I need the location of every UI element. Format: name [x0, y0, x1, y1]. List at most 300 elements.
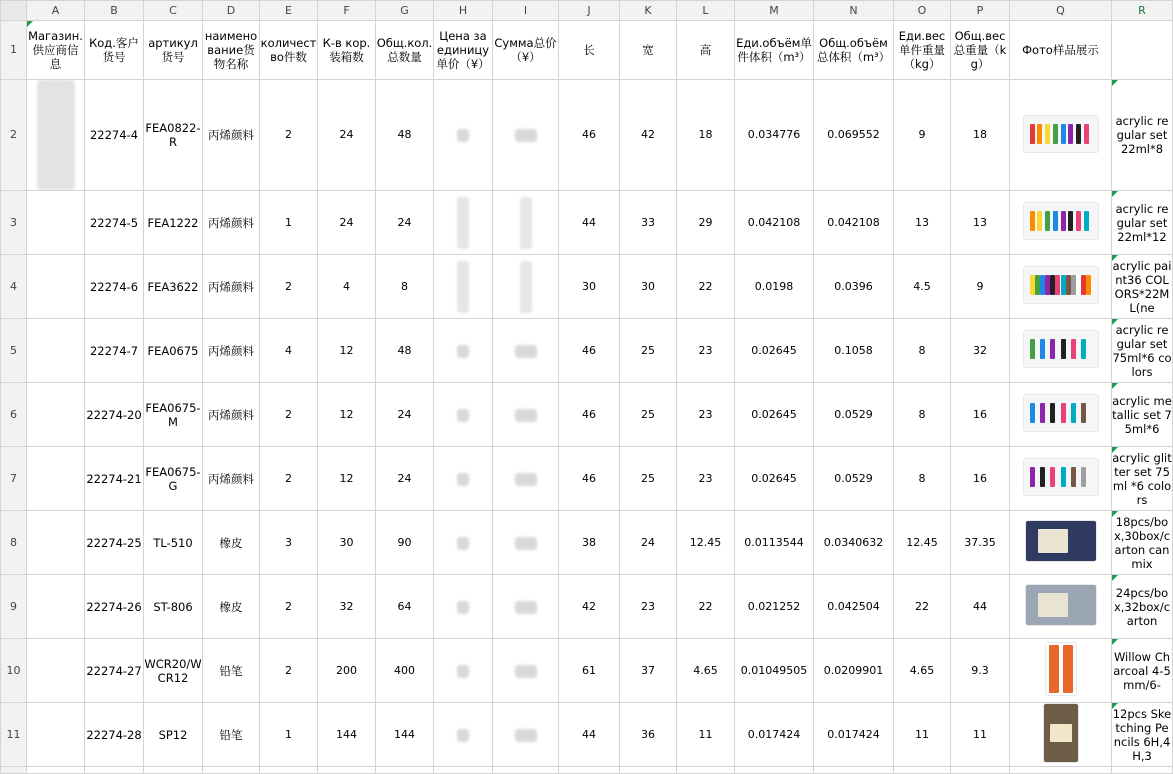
cell-photo[interactable] — [1010, 639, 1112, 703]
cell-quantity[interactable]: 2 — [260, 447, 318, 511]
cell-quantity[interactable]: 2 — [260, 383, 318, 447]
cell-code[interactable]: 22274-5 — [85, 191, 144, 255]
cell-total-weight[interactable]: 32 — [951, 319, 1010, 383]
cell-photo[interactable] — [1010, 383, 1112, 447]
paint-tube-icon — [1071, 339, 1076, 359]
table-row — [1, 511, 1173, 575]
header-cell-photo[interactable]: Фото样品展示 — [1010, 21, 1112, 80]
header-cell-code[interactable]: Код.客户货号 — [85, 21, 144, 80]
cell-total-qty[interactable]: 24 — [376, 447, 434, 511]
cell-unit-price[interactable] — [434, 639, 493, 703]
cell-sum[interactable] — [493, 447, 559, 511]
cell-total-qty[interactable]: 144 — [376, 703, 434, 767]
cell-length[interactable]: 46 — [559, 447, 620, 511]
grid-cell[interactable] — [85, 767, 144, 774]
cell-supplier[interactable] — [27, 575, 85, 639]
cell-notes[interactable]: Willow Charcoal 4-5mm/6- — [1112, 639, 1173, 703]
acrylic-tube-set-photo — [1024, 116, 1098, 152]
cell-article[interactable]: TL-510 — [144, 511, 203, 575]
cell-supplier[interactable] — [27, 191, 85, 255]
select-all-corner[interactable] — [1, 1, 27, 21]
paint-tube-icon — [1084, 211, 1089, 231]
cell-unit-price[interactable] — [434, 383, 493, 447]
cell-unit-price[interactable] — [434, 703, 493, 767]
row-number[interactable]: 8 — [1, 511, 27, 575]
cell-quantity[interactable]: 1 — [260, 191, 318, 255]
eraser-box-photo — [1026, 521, 1096, 561]
cell-supplier[interactable] — [27, 511, 85, 575]
row-number[interactable]: 3 — [1, 191, 27, 255]
column-header-a[interactable]: A — [27, 1, 85, 21]
cell-unit-volume[interactable]: 0.02645 — [735, 319, 814, 383]
cell-width[interactable]: 42 — [620, 80, 677, 191]
cell-width[interactable]: 24 — [620, 511, 677, 575]
header-cell-supplier[interactable]: Магазин.供应商信息 — [27, 21, 85, 80]
cell-height[interactable]: 23 — [677, 383, 735, 447]
cell-photo[interactable] — [1010, 447, 1112, 511]
cell-width[interactable]: 25 — [620, 319, 677, 383]
cell-sum[interactable] — [493, 191, 559, 255]
charcoal-stick-icon — [1063, 645, 1073, 693]
acrylic-tube-set-photo — [1024, 203, 1098, 239]
header-cell-sum[interactable]: Сумма总价（¥） — [493, 21, 559, 80]
charcoal-stick-icon — [1049, 645, 1059, 693]
cell-supplier[interactable] — [27, 447, 85, 511]
cell-code[interactable]: 22274-7 — [85, 319, 144, 383]
pencil-pack-photo — [1044, 704, 1078, 762]
cell-total-volume[interactable]: 0.069552 — [814, 80, 894, 191]
cell-notes[interactable]: 18pcs/box,30box/carton can mix — [1112, 511, 1173, 575]
paint-tube-icon — [1037, 211, 1042, 231]
cell-per-box[interactable]: 12 — [318, 319, 376, 383]
cell-total-qty[interactable]: 90 — [376, 511, 434, 575]
paint-tube-icon — [1030, 339, 1035, 359]
column-header-o[interactable]: O — [894, 1, 951, 21]
cell-code[interactable]: 22274-25 — [85, 511, 144, 575]
cell-name[interactable]: 铅笔 — [203, 703, 260, 767]
cell-total-weight[interactable]: 13 — [951, 191, 1010, 255]
cell-per-box[interactable]: 144 — [318, 703, 376, 767]
paint-tube-icon — [1076, 124, 1081, 144]
cell-total-volume[interactable]: 0.0529 — [814, 383, 894, 447]
paint-tube-icon — [1068, 211, 1073, 231]
cell-unit-volume[interactable]: 0.017424 — [735, 703, 814, 767]
redacted-value — [515, 345, 537, 358]
cell-unit-price[interactable] — [434, 447, 493, 511]
header-cell-notes[interactable] — [1112, 21, 1173, 80]
cell-total-weight[interactable]: 37.35 — [951, 511, 1010, 575]
cell-width[interactable]: 23 — [620, 575, 677, 639]
header-cell-per-box[interactable]: К-в кор.装箱数 — [318, 21, 376, 80]
column-header-r[interactable]: R — [1112, 1, 1173, 21]
paint-tube-icon — [1071, 467, 1076, 487]
cell-unit-weight[interactable]: 13 — [894, 191, 951, 255]
cell-sum[interactable] — [493, 80, 559, 191]
table-row — [1, 447, 1173, 511]
cell-per-box[interactable]: 4 — [318, 255, 376, 319]
cell-sum[interactable] — [493, 639, 559, 703]
cell-total-weight[interactable]: 16 — [951, 383, 1010, 447]
column-header-i[interactable]: I — [493, 1, 559, 21]
cell-unit-weight[interactable]: 4.5 — [894, 255, 951, 319]
grid-cell[interactable] — [735, 767, 814, 774]
cell-per-box[interactable]: 24 — [318, 191, 376, 255]
acrylic-tube-set-photo — [1024, 331, 1098, 367]
redacted-value — [457, 473, 469, 486]
cell-height[interactable]: 22 — [677, 575, 735, 639]
paint-tube-icon — [1061, 211, 1066, 231]
cell-article[interactable]: FEA1222 — [144, 191, 203, 255]
grid-cell[interactable] — [894, 767, 951, 774]
cell-unit-price[interactable] — [434, 575, 493, 639]
cell-total-weight[interactable]: 16 — [951, 447, 1010, 511]
cell-photo[interactable] — [1010, 703, 1112, 767]
cell-notes[interactable]: acrylic regular set 75ml*6 colors — [1112, 319, 1173, 383]
table-row — [1, 383, 1173, 447]
cell-supplier[interactable] — [27, 383, 85, 447]
column-header-q[interactable]: Q — [1010, 1, 1112, 21]
table-row — [1, 767, 1173, 774]
cell-total-volume[interactable]: 0.0396 — [814, 255, 894, 319]
table-row — [1, 80, 1173, 191]
redacted-value — [515, 729, 537, 742]
cell-photo[interactable] — [1010, 191, 1112, 255]
cell-name[interactable]: 橡皮 — [203, 575, 260, 639]
cell-width[interactable]: 25 — [620, 383, 677, 447]
cell-total-volume[interactable]: 0.1058 — [814, 319, 894, 383]
redacted-value — [457, 601, 469, 614]
paint-tube-icon — [1053, 211, 1058, 231]
cell-code[interactable]: 22274-4 — [85, 80, 144, 191]
grid-cell[interactable] — [620, 767, 677, 774]
cell-length[interactable]: 44 — [559, 703, 620, 767]
cell-unit-weight[interactable]: 12.45 — [894, 511, 951, 575]
cell-unit-weight[interactable]: 11 — [894, 703, 951, 767]
cell-total-qty[interactable]: 24 — [376, 191, 434, 255]
cell-name[interactable]: 铅笔 — [203, 639, 260, 703]
cell-total-volume[interactable]: 0.0529 — [814, 447, 894, 511]
cell-unit-weight[interactable]: 8 — [894, 447, 951, 511]
cell-photo[interactable] — [1010, 319, 1112, 383]
cell-article[interactable]: FEA0675-M — [144, 383, 203, 447]
cell-code[interactable]: 22274-26 — [85, 575, 144, 639]
cell-total-weight[interactable]: 44 — [951, 575, 1010, 639]
cell-total-volume[interactable]: 0.042108 — [814, 191, 894, 255]
cell-notes[interactable]: 12pcs Sketching Pencils 6H,4H,3 — [1112, 703, 1173, 767]
cell-sum[interactable] — [493, 703, 559, 767]
table-row — [1, 703, 1173, 767]
cell-per-box[interactable]: 32 — [318, 575, 376, 639]
column-header-b[interactable]: B — [85, 1, 144, 21]
grid-cell[interactable] — [559, 767, 620, 774]
column-header-c[interactable]: C — [144, 1, 203, 21]
cell-article[interactable]: FEA3622 — [144, 255, 203, 319]
grid-cell[interactable] — [376, 767, 434, 774]
column-header-h[interactable]: H — [434, 1, 493, 21]
cell-total-volume[interactable]: 0.0209901 — [814, 639, 894, 703]
cell-width[interactable]: 37 — [620, 639, 677, 703]
cell-height[interactable]: 22 — [677, 255, 735, 319]
cell-sum[interactable] — [493, 319, 559, 383]
row-number[interactable]: 2 — [1, 80, 27, 191]
cell-unit-weight[interactable]: 4.65 — [894, 639, 951, 703]
cell-length[interactable]: 30 — [559, 255, 620, 319]
header-cell-unit-weight[interactable]: Еди.вес单件重量（kg） — [894, 21, 951, 80]
row-number[interactable] — [1, 767, 27, 774]
cell-per-box[interactable]: 12 — [318, 383, 376, 447]
cell-code[interactable]: 22274-28 — [85, 703, 144, 767]
grid-cell[interactable] — [27, 767, 85, 774]
cell-notes[interactable]: acrylic glitter set 75ml *6 colors — [1112, 447, 1173, 511]
cell-notes[interactable]: acrylic metallic set 75ml*6 — [1112, 383, 1173, 447]
table-row — [1, 255, 1173, 319]
column-header-f[interactable]: F — [318, 1, 376, 21]
cell-length[interactable]: 46 — [559, 80, 620, 191]
cell-unit-weight[interactable]: 22 — [894, 575, 951, 639]
column-header-j[interactable]: J — [559, 1, 620, 21]
column-header-d[interactable]: D — [203, 1, 260, 21]
cell-sum[interactable] — [493, 383, 559, 447]
cell-height[interactable]: 12.45 — [677, 511, 735, 575]
cell-supplier[interactable] — [27, 639, 85, 703]
cell-total-qty[interactable]: 48 — [376, 319, 434, 383]
cell-code[interactable]: 22274-6 — [85, 255, 144, 319]
row-number[interactable]: 1 — [1, 21, 27, 80]
header-cell-width[interactable]: 宽 — [620, 21, 677, 80]
cell-per-box[interactable]: 200 — [318, 639, 376, 703]
cell-total-qty[interactable]: 48 — [376, 80, 434, 191]
cell-total-qty[interactable]: 64 — [376, 575, 434, 639]
cell-total-volume[interactable]: 0.042504 — [814, 575, 894, 639]
cell-name[interactable]: 丙烯颜料 — [203, 255, 260, 319]
column-header-m[interactable]: M — [735, 1, 814, 21]
paint-tube-icon — [1045, 211, 1050, 231]
cell-total-weight[interactable]: 18 — [951, 80, 1010, 191]
cell-unit-price[interactable] — [434, 511, 493, 575]
cell-quantity[interactable]: 2 — [260, 575, 318, 639]
cell-name[interactable]: 丙烯颜料 — [203, 191, 260, 255]
row-number[interactable]: 11 — [1, 703, 27, 767]
cell-notes[interactable]: acrylic regular set 22ml*12 — [1112, 191, 1173, 255]
cell-quantity[interactable]: 4 — [260, 319, 318, 383]
cell-unit-price[interactable] — [434, 319, 493, 383]
cell-height[interactable]: 4.65 — [677, 639, 735, 703]
cell-unit-price[interactable] — [434, 80, 493, 191]
header-cell-name[interactable]: наименование货物名称 — [203, 21, 260, 80]
cell-total-weight[interactable]: 11 — [951, 703, 1010, 767]
cell-total-weight[interactable]: 9 — [951, 255, 1010, 319]
cell-unit-volume[interactable]: 0.02645 — [735, 447, 814, 511]
header-cell-length[interactable]: 长 — [559, 21, 620, 80]
cell-total-volume[interactable]: 0.0340632 — [814, 511, 894, 575]
cell-height[interactable]: 11 — [677, 703, 735, 767]
header-cell-article[interactable]: артикул货号 — [144, 21, 203, 80]
column-header-row — [1, 1, 1173, 21]
paint-tube-icon — [1081, 339, 1086, 359]
cell-code[interactable]: 22274-27 — [85, 639, 144, 703]
cell-name[interactable]: 丙烯颜料 — [203, 80, 260, 191]
cell-height[interactable]: 23 — [677, 447, 735, 511]
paint-tube-icon — [1040, 339, 1045, 359]
row-number[interactable]: 7 — [1, 447, 27, 511]
cell-unit-weight[interactable]: 8 — [894, 383, 951, 447]
column-header-n[interactable]: N — [814, 1, 894, 21]
cell-article[interactable]: ST-806 — [144, 575, 203, 639]
cell-length[interactable]: 44 — [559, 191, 620, 255]
cell-supplier[interactable] — [27, 255, 85, 319]
cell-photo[interactable] — [1010, 511, 1112, 575]
cell-unit-volume[interactable]: 0.0113544 — [735, 511, 814, 575]
cell-unit-weight[interactable]: 8 — [894, 319, 951, 383]
paint-tube-icon — [1050, 339, 1055, 359]
cell-photo[interactable] — [1010, 575, 1112, 639]
cell-supplier[interactable] — [27, 80, 85, 191]
row-number[interactable]: 10 — [1, 639, 27, 703]
cell-width[interactable]: 25 — [620, 447, 677, 511]
cell-article[interactable]: FEA0822-R — [144, 80, 203, 191]
column-header-p[interactable]: P — [951, 1, 1010, 21]
redacted-value — [515, 601, 537, 614]
cell-notes[interactable]: acrylic regular set 22ml*8 — [1112, 80, 1173, 191]
redacted-value — [457, 261, 469, 313]
cell-supplier[interactable] — [27, 319, 85, 383]
acrylic-tube-set-photo — [1024, 267, 1098, 303]
cell-total-weight[interactable]: 9.3 — [951, 639, 1010, 703]
header-cell-total-qty[interactable]: Общ.кол.总数量 — [376, 21, 434, 80]
cell-unit-volume[interactable]: 0.01049505 — [735, 639, 814, 703]
cell-quantity[interactable]: 1 — [260, 703, 318, 767]
cell-unit-volume[interactable]: 0.02645 — [735, 383, 814, 447]
paint-tube-icon — [1040, 467, 1045, 487]
cell-code[interactable]: 22274-20 — [85, 383, 144, 447]
column-header-e[interactable]: E — [260, 1, 318, 21]
row-number[interactable]: 4 — [1, 255, 27, 319]
cell-per-box[interactable]: 12 — [318, 447, 376, 511]
cell-name[interactable]: 丙烯颜料 — [203, 383, 260, 447]
cell-sum[interactable] — [493, 255, 559, 319]
cell-length[interactable]: 46 — [559, 383, 620, 447]
cell-height[interactable]: 23 — [677, 319, 735, 383]
column-header-l[interactable]: L — [677, 1, 735, 21]
table-row — [1, 639, 1173, 703]
redacted-value — [515, 473, 537, 486]
cell-unit-volume[interactable]: 0.042108 — [735, 191, 814, 255]
redacted-value — [457, 409, 469, 422]
cell-photo[interactable] — [1010, 80, 1112, 191]
paint-tube-icon — [1037, 124, 1042, 144]
cell-unit-price[interactable] — [434, 255, 493, 319]
paint-tube-icon — [1086, 275, 1091, 295]
cell-code[interactable]: 22274-21 — [85, 447, 144, 511]
redacted-value — [515, 409, 537, 422]
header-cell-total-volume[interactable]: Общ.объём 总体积（m³） — [814, 21, 894, 80]
cell-width[interactable]: 33 — [620, 191, 677, 255]
grid-cell[interactable] — [203, 767, 260, 774]
cell-quantity[interactable]: 2 — [260, 255, 318, 319]
pencil-icon — [1050, 724, 1072, 742]
header-cell-unit-price[interactable]: Цена за единицу单价（¥） — [434, 21, 493, 80]
cell-height[interactable]: 29 — [677, 191, 735, 255]
cell-width[interactable]: 36 — [620, 703, 677, 767]
cell-notes[interactable]: acrylic paint36 COLORS*22ML(ne — [1112, 255, 1173, 319]
cell-article[interactable]: FEA0675 — [144, 319, 203, 383]
header-cell-height[interactable]: 高 — [677, 21, 735, 80]
header-cell-quantity[interactable]: количество件数 — [260, 21, 318, 80]
cell-notes[interactable]: 24pcs/box,32box/carton — [1112, 575, 1173, 639]
grid-cell[interactable] — [951, 767, 1010, 774]
cell-name[interactable]: 丙烯颜料 — [203, 319, 260, 383]
grid-cell[interactable] — [434, 767, 493, 774]
cell-total-volume[interactable]: 0.017424 — [814, 703, 894, 767]
redacted-value — [520, 197, 532, 249]
paint-tube-icon — [1084, 124, 1089, 144]
row-number[interactable]: 5 — [1, 319, 27, 383]
cell-unit-volume[interactable]: 0.034776 — [735, 80, 814, 191]
cell-article[interactable]: WCR20/WCR12 — [144, 639, 203, 703]
cell-photo[interactable] — [1010, 255, 1112, 319]
cell-per-box[interactable]: 24 — [318, 80, 376, 191]
eraser-icon — [1038, 593, 1068, 617]
cell-length[interactable]: 38 — [559, 511, 620, 575]
cell-length[interactable]: 46 — [559, 319, 620, 383]
paint-tube-icon — [1061, 275, 1066, 295]
cell-article[interactable]: FEA0675-G — [144, 447, 203, 511]
cell-total-qty[interactable]: 8 — [376, 255, 434, 319]
cell-supplier[interactable] — [27, 703, 85, 767]
cell-height[interactable]: 18 — [677, 80, 735, 191]
grid-cell[interactable] — [677, 767, 735, 774]
cell-article[interactable]: SP12 — [144, 703, 203, 767]
column-header-g[interactable]: G — [376, 1, 434, 21]
cell-unit-volume[interactable]: 0.0198 — [735, 255, 814, 319]
cell-unit-weight[interactable]: 9 — [894, 80, 951, 191]
cell-length[interactable]: 61 — [559, 639, 620, 703]
row-number[interactable]: 9 — [1, 575, 27, 639]
paint-tube-icon — [1061, 467, 1066, 487]
paint-tube-icon — [1040, 403, 1045, 423]
paint-tube-icon — [1055, 275, 1060, 295]
grid-cell[interactable] — [493, 767, 559, 774]
cell-quantity[interactable]: 2 — [260, 80, 318, 191]
header-cell-unit-volume[interactable]: Еди.объём单件体积（m³） — [735, 21, 814, 80]
grid-cell[interactable] — [1010, 767, 1112, 774]
cell-sum[interactable] — [493, 575, 559, 639]
row-number[interactable]: 6 — [1, 383, 27, 447]
grid-cell[interactable] — [318, 767, 376, 774]
cell-width[interactable]: 30 — [620, 255, 677, 319]
grid-cell[interactable] — [1112, 767, 1173, 774]
paint-tube-icon — [1045, 124, 1050, 144]
cell-quantity[interactable]: 3 — [260, 511, 318, 575]
cell-length[interactable]: 42 — [559, 575, 620, 639]
cell-sum[interactable] — [493, 511, 559, 575]
cell-total-qty[interactable]: 24 — [376, 383, 434, 447]
cell-unit-volume[interactable]: 0.021252 — [735, 575, 814, 639]
grid-cell[interactable] — [814, 767, 894, 774]
header-cell-total-weight[interactable]: Общ.вес总重量（kg） — [951, 21, 1010, 80]
cell-total-qty[interactable]: 400 — [376, 639, 434, 703]
cell-name[interactable]: 丙烯颜料 — [203, 447, 260, 511]
cell-unit-price[interactable] — [434, 191, 493, 255]
grid-cell[interactable] — [144, 767, 203, 774]
charcoal-pack-photo — [1046, 643, 1076, 695]
redacted-value — [515, 537, 537, 550]
grid-cell[interactable] — [260, 767, 318, 774]
cell-per-box[interactable]: 30 — [318, 511, 376, 575]
cell-quantity[interactable]: 2 — [260, 639, 318, 703]
column-header-k[interactable]: K — [620, 1, 677, 21]
cell-name[interactable]: 橡皮 — [203, 511, 260, 575]
